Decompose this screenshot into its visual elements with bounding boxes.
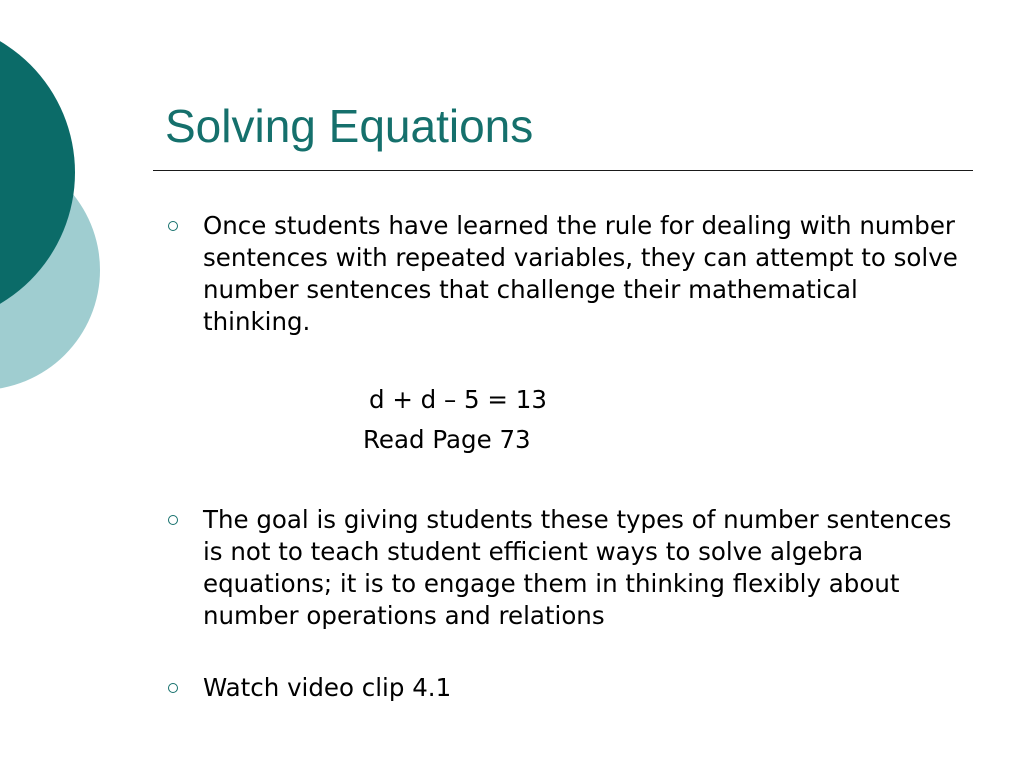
bullet-item — [168, 672, 960, 704]
hollow-circle-bullet-icon — [168, 672, 203, 704]
title-divider — [153, 170, 973, 171]
page-reference: Read Page 73 — [363, 425, 531, 454]
slide-title: Solving Equations — [165, 100, 534, 152]
equation: d + d – 5 = 13 — [369, 385, 547, 414]
bullet-text: Watch video clip 4.1 — [203, 673, 452, 702]
hollow-circle-bullet-icon — [168, 504, 203, 536]
bullet-text: Once students have learned the rule for dealing with number sentences with repeated variables, they can attempt to solve number sentences that challenge their mathematical thinking. — [203, 211, 958, 336]
bullet-item — [168, 210, 960, 338]
bullet-item — [168, 504, 960, 632]
bullet-text: The goal is giving students these types of number sentences is not to teach student efficient ways to solve algebra equations; it is to engage them in thinking flexibly about number operations and relations — [203, 505, 952, 630]
hollow-circle-bullet-icon — [168, 210, 203, 242]
